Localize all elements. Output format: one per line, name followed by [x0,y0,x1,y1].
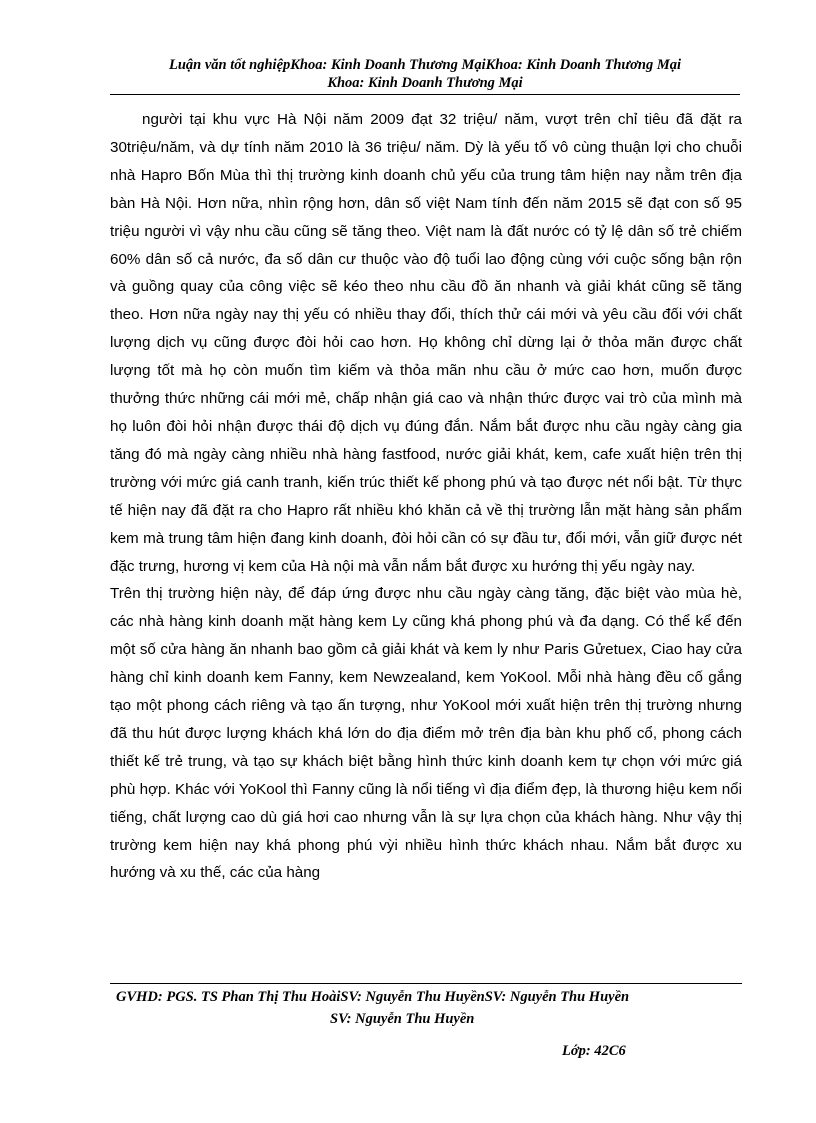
footer-class: Lớp: 42C6 [562,1043,626,1059]
header-title-line1: Luận văn tốt nghiệpKhoa: Kinh Doanh Thương MạiKhoa: Kinh Doanh Thương Mại [169,57,681,73]
page-footer [110,986,742,1062]
body-paragraph-1: người tại khu vực Hà Nội năm 2009 đạt 32 triệu/ năm, vượt trên chỉ tiêu đã đặt ra 30triệu/năm, và dự tính năm 2010 là 36 triệu/ năm. Dỳ là yếu tố vô cùng thuận lợi cho chuỗi nhà Hapro Bốn Mùa thì thị trường kinh doanh chủ yếu của trung tâm hiện nay nằm trên địa bàn Hà Nội. Hơn nữa, nhìn rộng hơn, dân số việt Nam tính đến năm 2015 sẽ đạt con số 95 triệu người vì vậy nhu cầu cũng sẽ tăng theo. Việt nam là đất nước có tỷ lệ dân số trẻ chiếm 60% dân số cả nước, đa số dân cư thuộc vào độ tuổi lao động cùng với cuộc sống bận rộn và guồng quay của công việc sẽ kéo theo nhu cầu đồ ăn nhanh và giải khát cũng sẽ tăng theo. Hơn nữa ngày nay thị yếu có nhiều thay đổi, thích thử cái mới và yêu cầu đối với chất lượng dịch vụ cũng được đòi hỏi cao hơn. Họ không chỉ dừng lại ở thỏa mãn được chất lượng tốt mà họ còn muốn tìm kiếm và thỏa mãn nhu cầu ở mức cao hơn, muốn được thưởng thức những cái mới mẻ, chấp nhận giá cao và nhận thức được vai trò của mình mà họ luôn đòi hỏi nhận được thái độ dịch vụ đúng đắn. Nắm bắt được nhu cầu ngày càng gia tăng đó mà ngày càng nhiều nhà hàng fastfood, nước giải khát, kem, cafe xuất hiện trên thị trường với mức giá canh tranh, kiến trúc thiết kế phong phú và tạo được nét nổi bật. Từ thực tế hiện nay đã đặt ra cho Hapro rất nhiều khó khăn cả về thị trường lẫn mặt hàng sản phẩm kem mà trung tâm hiện đang kinh doanh, đòi hỏi cần có sự đầu tư, đổi mới, vẫn giữ được nét đặc trưng, hương vị kem của Hà nội mà vẫn nắm bắt được xu hướng thị yếu ngày nay. [110,111,742,575]
page-header [110,56,740,95]
body-paragraph-2: Trên thị trường hiện này, để đáp ứng được nhu cầu ngày càng tăng, đặc biệt vào mùa hè, các nhà hàng kinh doanh mặt hàng kem Ly cũng khá phong phú và đa dạng. Có thể kể đến một số cửa hàng ăn nhanh bao gồm cả giải khát và kem ly như Paris Gửetuex, Ciao hay cửa hàng chỉ kinh doanh kem Fanny, kem Newzealand, kem YoKool. Mỗi nhà hàng đều cố gắng tạo một phong cách riêng và tạo ấn tượng, như YoKool mới xuất hiện trên thị trường nhưng đã thu hút được lượng khách khá lớn do địa điểm mở trên địa bàn khu phố cổ, phong cách thiết kế trẻ trung, và tạo sự khách biệt bằng hình thức kinh doanh kem tự chọn với mức giá phù hợp. Khác với YoKool thì Fanny cũng là nổi tiếng vì địa điểm đẹp, là thương hiệu kem nổi tiếng, chất lượng cao dù giá hơi cao nhưng vẫn là sự lựa chọn của khách hàng. Như vậy thị trường kem hiện nay khá phong phú vỳi nhiều hình thức khách nhau. Nắm bắt được xu hướng và xu thế, các của hàng [110,585,742,882]
header-title-line2: Khoa: Kinh Doanh Thương Mại [327,75,523,91]
document-body [110,106,742,887]
footer-divider [110,983,742,984]
footer-supervisor-student: GVHD: PGS. TS Phan Thị Thu HoàiSV: Nguyễn Thu HuyềnSV: Nguyễn Thu Huyền [116,989,630,1005]
footer-student: SV: Nguyễn Thu Huyền [330,1011,475,1027]
